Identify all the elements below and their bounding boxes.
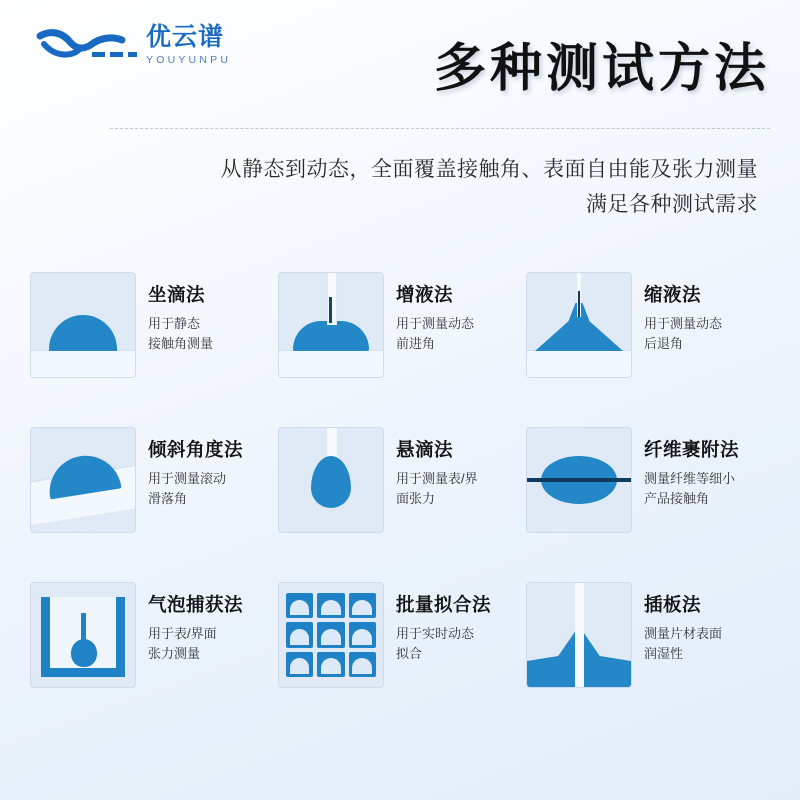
method-card	[30, 272, 274, 427]
method-text	[644, 272, 722, 354]
method-title: 增液法	[396, 284, 454, 305]
method-desc	[396, 469, 478, 509]
brand-name-cn: 优云谱	[146, 23, 225, 52]
method-text	[396, 427, 478, 509]
page-header	[0, 0, 800, 135]
sessile-drop-icon	[30, 272, 136, 378]
method-text	[644, 427, 739, 509]
method-desc-line-2: 接触角测量	[148, 336, 214, 352]
method-title: 倾斜角度法	[148, 439, 244, 460]
method-desc-line-2: 拟合	[396, 646, 423, 662]
method-title: 插板法	[644, 594, 702, 615]
method-desc-line-2: 产品接触角	[644, 491, 710, 507]
method-desc-line-1: 测量片材表面	[644, 626, 723, 642]
method-desc-line-2: 张力测量	[148, 646, 201, 662]
header-divider	[110, 128, 770, 129]
method-text	[148, 272, 213, 354]
method-card	[278, 427, 522, 582]
method-desc-line-1: 用于测量表/界	[396, 471, 478, 487]
method-desc-line-1: 用于静态	[148, 316, 201, 332]
method-card	[526, 427, 770, 582]
method-title: 缩液法	[644, 284, 702, 305]
method-desc	[644, 314, 722, 354]
method-text	[148, 582, 243, 664]
method-desc	[148, 624, 243, 664]
method-desc-line-2: 滑落角	[148, 491, 188, 507]
method-desc	[396, 314, 474, 354]
method-desc-line-1: 用于实时动态	[396, 626, 475, 642]
method-card	[278, 272, 522, 427]
methods-grid	[30, 272, 770, 737]
method-card	[526, 272, 770, 427]
brand-logo	[36, 22, 231, 68]
method-title: 纤维裹附法	[644, 439, 740, 460]
method-desc	[148, 469, 243, 509]
pendant-drop-icon	[278, 427, 384, 533]
method-card	[278, 582, 522, 737]
subtitle-line-2: 满足各种测试需求	[586, 192, 758, 216]
method-desc	[644, 469, 739, 509]
page-title: 多种测试方法	[433, 40, 770, 98]
method-desc-line-2: 润湿性	[644, 646, 684, 662]
wilhelmy-plate-icon	[526, 582, 632, 688]
method-card	[526, 582, 770, 737]
wave-logo-icon	[36, 22, 140, 68]
method-desc-line-1: 用于表/界面	[148, 626, 217, 642]
method-desc-line-2: 面张力	[396, 491, 436, 507]
method-desc	[148, 314, 213, 354]
method-desc-line-2: 前进角	[396, 336, 436, 352]
method-desc-line-1: 测量纤维等细小	[644, 471, 736, 487]
receding-drop-icon	[526, 272, 632, 378]
batch-fitting-icon	[278, 582, 384, 688]
advancing-drop-icon	[278, 272, 384, 378]
fiber-wrap-icon	[526, 427, 632, 533]
subtitle-block	[0, 153, 800, 222]
method-title: 批量拟合法	[396, 594, 492, 615]
subtitle-line-1: 从静态到动态，全面覆盖接触角、表面自由能及张力测量	[220, 158, 758, 181]
method-title: 悬滴法	[396, 439, 454, 460]
brand-name-en: YOUYUNPU	[146, 53, 232, 66]
method-title: 坐滴法	[148, 284, 206, 305]
method-text	[396, 272, 474, 354]
method-card	[30, 582, 274, 737]
method-text	[148, 427, 243, 509]
method-desc-line-1: 用于测量动态	[644, 316, 723, 332]
method-desc	[396, 624, 491, 664]
method-text	[396, 582, 491, 664]
method-desc-line-2: 后退角	[644, 336, 684, 352]
tilted-plate-icon	[30, 427, 136, 533]
method-text	[644, 582, 722, 664]
captive-bubble-icon	[30, 582, 136, 688]
brand-text	[146, 24, 231, 65]
method-desc-line-1: 用于测量动态	[396, 316, 475, 332]
method-desc	[644, 624, 722, 664]
method-desc-line-1: 用于测量滚动	[148, 471, 227, 487]
method-title: 气泡捕获法	[148, 594, 244, 615]
method-card	[30, 427, 274, 582]
